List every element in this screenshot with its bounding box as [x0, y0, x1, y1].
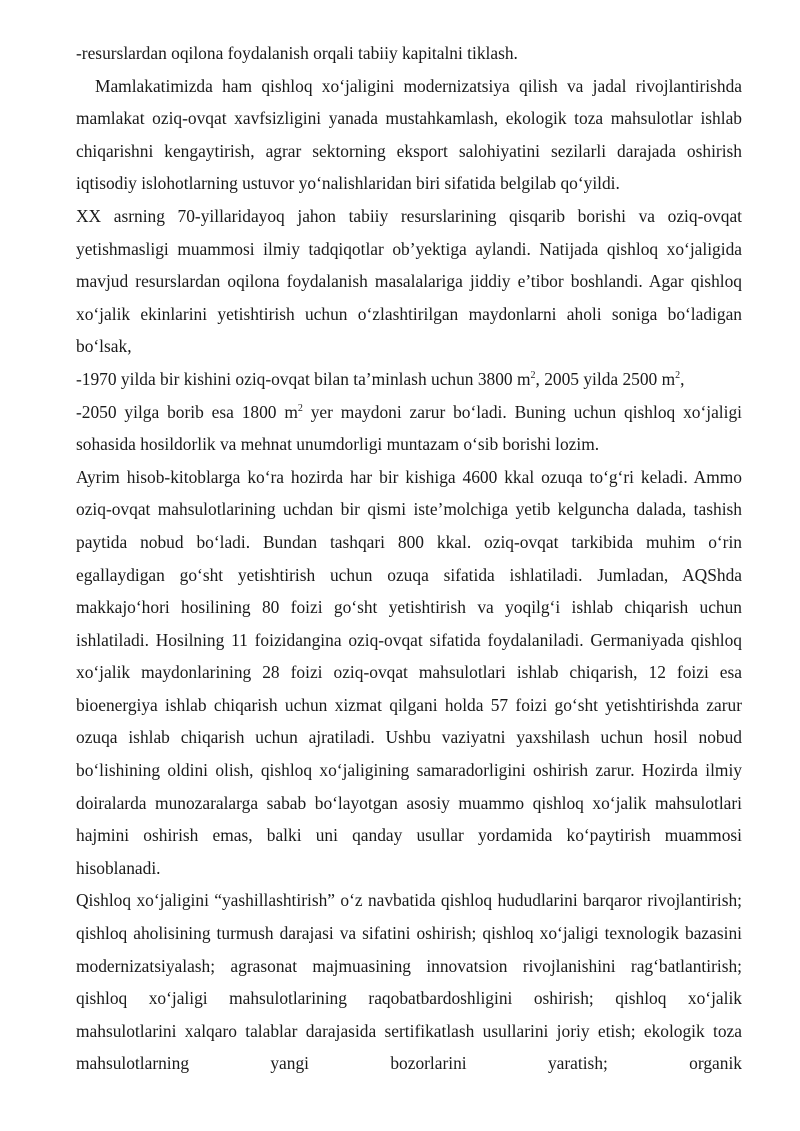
paragraph-greening: Qishloq xo‘jaligini “yashillashtirish” o‘z navbatida qishloq hududlarini barqaror rivojlantirish; qishloq aholisining turmush darajasi va sifatini oshirish; qishloq xo‘jaligi texnologik bazasini modernizatsiyalash; agrasonat majmuasining innovatsion rivojlanishini rag‘batlantirish; qishloq xo‘jaligi mahsulotlarining raqobatbardoshligini oshirish; qishloq xo‘jalik mahsulotlarini xalqaro talablar darajasida sertifikatlash usullarini joriy etish; ekologik toza mahsulotlarning yangi bozorlarini yaratish; organik [76, 890, 742, 1074]
paragraph-twentieth-century: XX asrning 70-yillaridayoq jahon tabiiy resurslarining qisqarib borishi va oziq-ovqat yetishmasligi muammosi ilmiy tadqiqotlar ob’yektiga aylandi. Natijada qishloq xo‘jaligida mavjud resurslardan oqilona foydalanish masalalariga jiddiy e’tibor boshlandi. Agar qishloq xo‘jalik ekinlarini yetishtirish uchun o‘zlashtirilgan maydonlarni aholi soniga bo‘ladigan bo‘lsak, [76, 205, 742, 357]
land-1970-text: -1970 yilda bir kishini oziq-ovqat bilan ta’minlash uchun 3800 m [76, 368, 531, 389]
land-2050-text: -2050 yilga borib esa 1800 m [76, 401, 298, 422]
paragraph-land-1970 [76, 363, 742, 396]
paragraph-continuation: -resurslardan oqilona foydalanish orqali tabiiy kapitalni tiklash. [76, 43, 518, 63]
paragraph-land-2050 [76, 396, 742, 461]
land-2050-rest: yer maydoni zarur bo‘ladi. Buning uchun qishloq xo‘jaligi sohasida hosildorlik va mehnat unumdorligi muntazam o‘sib borishi lozim. [76, 401, 742, 455]
paragraph-modernization: Mamlakatimizda ham qishloq xo‘jaligini modernizatsiya qilish va jadal rivojlantirishda mamlakat oziq-ovqat xavfsizligini yanada mustahkamlash, ekologik toza mahsulotlar ishlab chiqarishni kengaytirish, agrar sektorning eksport salohiyatini sezilarli darajada oshirish iqtisodiy islohotlarning ustuvor yo‘nalishlaridan biri sifatida belgilab qo‘yildi. [76, 75, 742, 194]
land-2005-text: , 2005 yilda 2500 m [535, 368, 676, 389]
superscript-2: 2 [297, 402, 303, 414]
superscript-2: 2 [530, 369, 536, 381]
land-2005-comma: , [680, 368, 685, 389]
superscript-2: 2 [675, 369, 681, 381]
paragraph-calculations: Ayrim hisob-kitoblarga ko‘ra hozirda har bir kishiga 4600 kkal ozuqa to‘g‘ri keladi. Ammo oziq-ovqat mahsulotlarining uchdan bir qismi iste’molchiga yetib kelguncha dalada, tashish paytida nobud bo‘ladi. Bundan tashqari 800 kkal. oziq-ovqat tarkibida muhim o‘rin egallaydigan go‘sht yetishtirish uchun ozuqa sifatida ishlatiladi. Jumladan, AQShda makkajo‘hori hosilining 80 foizi go‘sht yetishtirish va yoqilg‘i ishlab chiqarish uchun ishlatiladi. Hosilning 11 foizidangina oziq-ovqat sifatida foydalaniladi. Germaniyada qishloq xo‘jalik maydonlarining 28 foizi oziq-ovqat mahsulotlari ishlab chiqarish, 12 foizi esa bioenergiya ishlab chiqarish uchun xizmat qilgani holda 57 foizi go‘sht yetishtirishda zarur ozuqa ishlab chiqarish uchun ajratiladi. Ushbu vaziyatni yaxshilash uchun hosil nobud bo‘lishining oldini olish, qishloq xo‘jaligining samaradorligini oshirish zarur. Hozirda ilmiy doiralarda munozaralarga sabab bo‘layotgan asosiy muammo qishloq xo‘jalik mahsulotlari hajmini oshirish emas, balki uni qanday usullar yordamida ko‘paytirish muammosi hisoblanadi. [76, 466, 742, 878]
